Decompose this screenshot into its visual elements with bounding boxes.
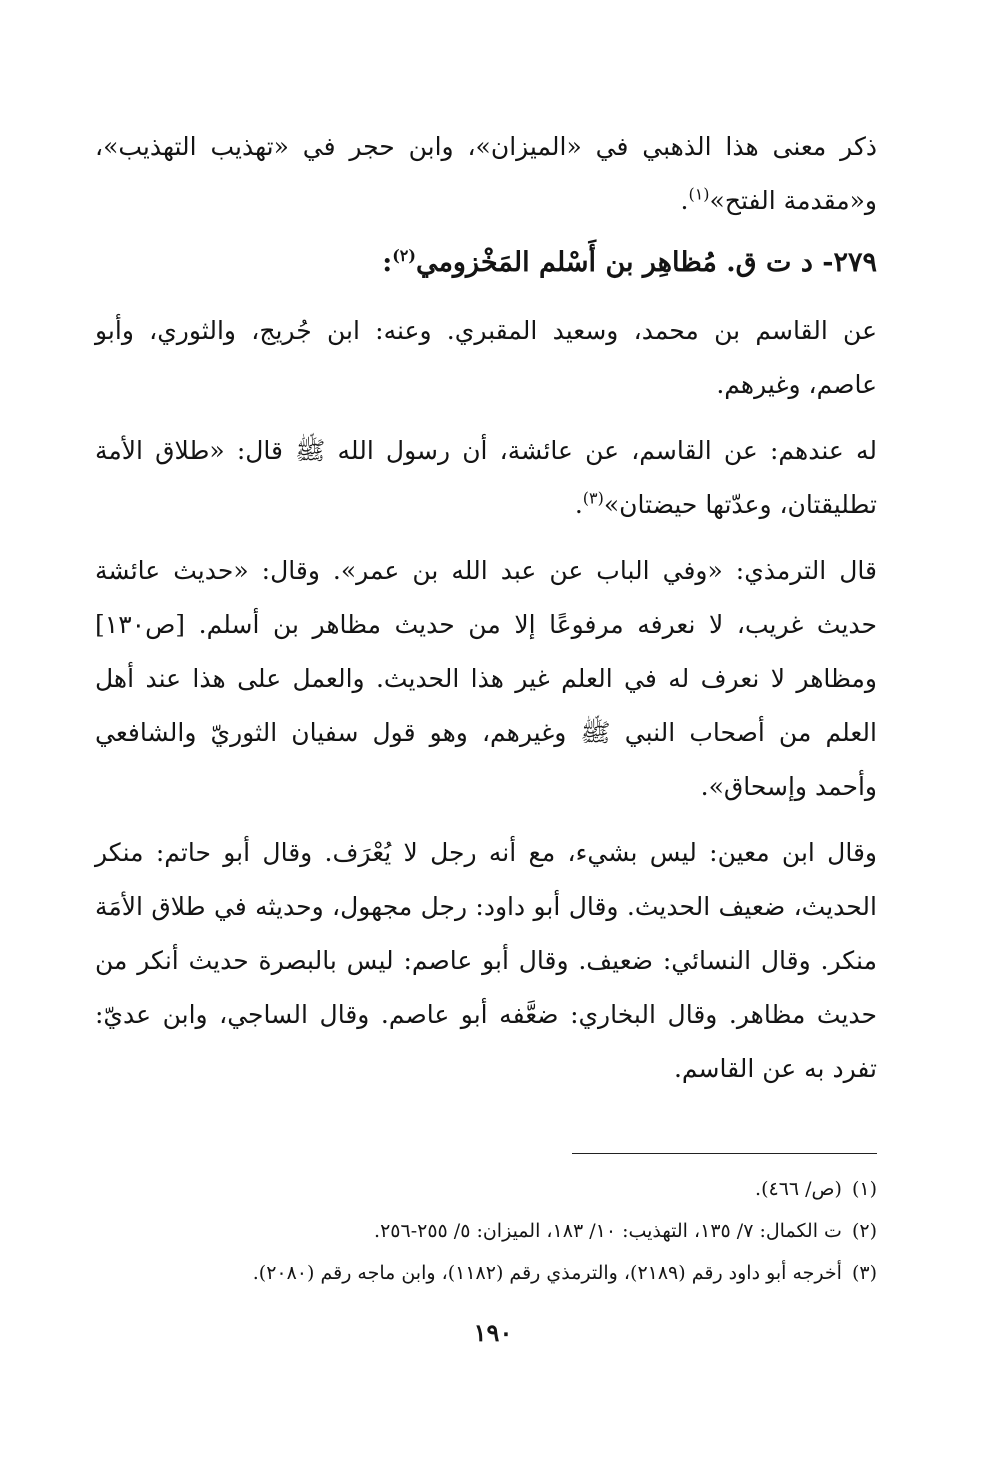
footnote-number: (٢) — [851, 1220, 877, 1242]
footnote-divider — [572, 1153, 877, 1154]
entry-heading-279: ٢٧٩- د ت ق. مُظاهِر بن أَسْلم المَخْزومي$^{(٢)}$: — [382, 246, 877, 278]
footnote-text: (ص/ ٤٦٦). — [755, 1178, 842, 1200]
paragraph-intro: ذكر معنى هذا الذهبي في «الميزان»، وابن حجر في «تهذيب التهذيب»، و«مقدمة الفتح»$^{(١)}$. — [95, 132, 877, 215]
footnotes — [97, 1168, 877, 1294]
footnote-2 — [97, 1210, 877, 1252]
footnote-number: (٣) — [851, 1262, 877, 1284]
footnote-number: (١) — [851, 1178, 877, 1200]
page-number: ١٩٠ — [473, 1318, 513, 1347]
footnote-ref-3[interactable]: (٣) — [582, 488, 604, 508]
footnote-ref-2[interactable]: (٢) — [392, 246, 416, 265]
footnote-ref-1[interactable]: (١) — [688, 184, 710, 204]
footnote-1 — [97, 1168, 877, 1210]
paragraph-narrators: عن القاسم بن محمد، وسعيد المقبري. وعنه: ابن جُريج، والثوري، وأبو عاصم، وغيرهم. — [95, 316, 877, 399]
footnote-text: ت الكمال: ٧/ ١٣٥، التهذيب: ١٠/ ١٨٣، الميزان: ٥/ ٢٥٥-٢٥٦. — [374, 1220, 842, 1242]
paragraph-tirmidhi: قال الترمذي: «وفي الباب عن عبد الله بن عمر». وقال: «حديث عائشة حديث غريب، لا نعرفه مرفوعًا إلا من حديث مظاهر بن أسلم. [ص١٣٠] ومظاهر لا نعرف له في العلم غير هذا الحديث. والعمل على هذا عند أهل العلم من أصحاب النبي ﷺ وغيرهم، وهو قول سفيان الثوريّ والشافعي وأحمد وإسحاق». — [95, 556, 877, 801]
footnote-text: أخرجه أبو داود رقم (٢١٨٩)، والترمذي رقم (١١٨٢)، وابن ماجه رقم (٢٠٨٠). — [252, 1262, 842, 1284]
page-body — [95, 120, 877, 1108]
footnote-3 — [97, 1252, 877, 1294]
paragraph-hadith: له عندهم: عن القاسم، عن عائشة، أن رسول الله ﷺ قال: «طلاق الأمة تطليقتان، وعدّتها حيضتان»$^{(٣)}$. — [95, 436, 877, 519]
paragraph-critics: وقال ابن معين: ليس بشيء، مع أنه رجل لا يُعْرَف. وقال أبو حاتم: منكر الحديث، ضعيف الحديث. وقال أبو داود: رجل مجهول، وحديثه في طلاق الأمَة منكر. وقال النسائي: ضعيف. وقال أبو عاصم: ليس بالبصرة حديث أنكر من حديث مظاهر. وقال البخاري: ضعَّفه أبو عاصم. وقال الساجي، وابن عديّ: تفرد به عن القاسم. — [95, 838, 877, 1083]
